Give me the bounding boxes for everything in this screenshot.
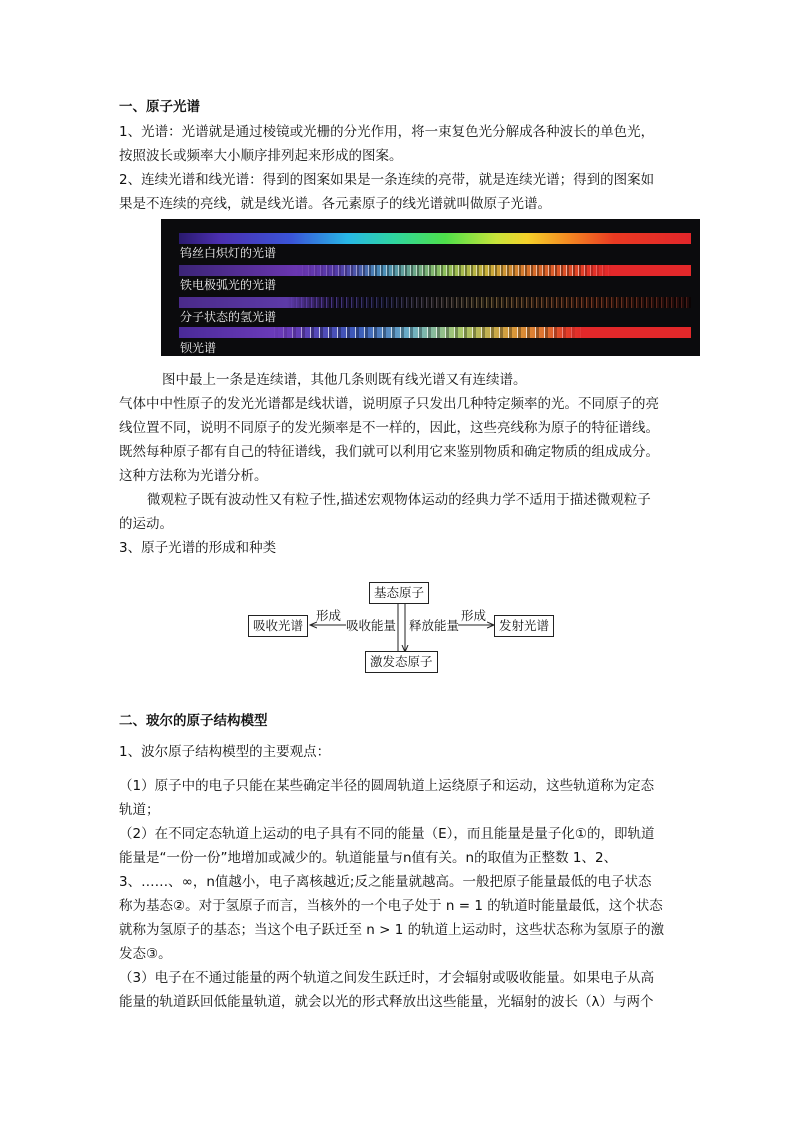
label-release-energy: 释放能量 — [409, 618, 460, 633]
bohr-point2-line6: 发态③。 — [119, 946, 172, 962]
paragraph-line-spectrum-1: 气体中中性原子的发光光谱都是线状谱，说明原子只发出几种特定频率的光。不同原子的亮 — [119, 396, 659, 412]
paragraph-spectrum-def-line1: 1、光谱：光谱就是通过棱镜或光栅的分光作用，将一束复色光分解成各种波长的单色光， — [119, 124, 655, 140]
paragraph-microparticle-1: 微观粒子既有波动性又有粒子性,描述宏观物体运动的经典力学不适用于描述微观粒子 — [147, 492, 651, 508]
box-emission-spectrum: 发射光谱 — [494, 615, 554, 637]
label-absorb-energy: 吸收能量 — [346, 618, 397, 633]
bohr-point2-line3: 3、……、∞，n值越小，电子离核越近;反之能量就越高。一般把原子能量最低的电子状态 — [119, 874, 652, 890]
bohr-point1-line1: （1）原子中的电子只能在某些确定半径的圆周轨道上运绕原子和运动，这些轨道称为定态 — [119, 778, 655, 794]
spectrum-label-incandescent: 钨丝白炽灯的光谱 — [180, 246, 277, 260]
bohr-point2-line1: （2）在不同定态轨道上运动的电子具有不同的能量（E），而且能量是量子化①的，即轨道 — [119, 826, 655, 842]
section1-heading: 一、原子光谱 — [119, 99, 200, 115]
spectrum-band-iron-arc — [179, 265, 691, 276]
paragraph-continuous-line1: 2、连续光谱和线光谱：得到的图案如果是一条连续的亮带，就是连续光谱；得到的图案如 — [119, 172, 655, 188]
paragraph-spectrum-def-line2: 按照波长或频率大小顺序排列起来形成的图案。 — [119, 148, 403, 164]
spectrum-label-barium: 钡光谱 — [180, 341, 217, 355]
spectrum-formation-diagram — [248, 580, 558, 672]
spectrum-band-incandescent — [179, 233, 691, 244]
bohr-point3-line2: 能量的轨道跃回低能量轨道，就会以光的形式释放出这些能量，光辐射的波长（λ）与两个 — [119, 994, 654, 1010]
paragraph-line-spectrum-3: 既然每种原子都有自己的特征谱线，我们就可以利用它来鉴别物质和确定物质的组成成分。 — [119, 444, 659, 460]
spectrum-label-iron-arc: 铁电极弧光的光谱 — [180, 278, 277, 292]
figure-caption: 图中最上一条是连续谱，其他几条则既有线光谱又有连续谱。 — [162, 372, 527, 388]
box-ground-state: 基态原子 — [369, 582, 429, 604]
section2-heading: 二、玻尔的原子结构模型 — [119, 713, 268, 729]
bohr-point2-line4: 称为基态②。对于氢原子而言，当核外的一个电子处于 n = 1 的轨道时能量最低，这个状态 — [119, 898, 663, 914]
spectrum-band-barium — [179, 327, 691, 338]
bohr-point1-line2: 轨道； — [119, 802, 160, 818]
label-form-right: 形成 — [461, 608, 487, 623]
bohr-point2-line2: 能量是“一份一份”地增加或减少的。轨道能量与n值有关。n的取值为正整数 1、2、 — [119, 850, 618, 866]
bohr-point3-line1: （3）电子在不通过能量的两个轨道之间发生跃迁时，才会辐射或吸收能量。如果电子从高 — [119, 970, 655, 986]
paragraph-line-spectrum-2: 线位置不同，说明不同原子的发光频率是不一样的，因此，这些亮线称为原子的特征谱线。 — [119, 420, 659, 436]
spectrum-figure — [161, 219, 700, 356]
paragraph-microparticle-2: 的运动。 — [119, 516, 173, 532]
box-excited-state: 激发态原子 — [365, 651, 438, 673]
bohr-point2-line5: 就称为氢原子的基态；当这个电子跃迁至 n > 1 的轨道上运动时，这些状态称为氢原子的激 — [119, 922, 665, 938]
box-absorption-spectrum: 吸收光谱 — [248, 615, 308, 637]
paragraph-continuous-line2: 果是不连续的亮线，就是线光谱。各元素原子的线光谱就叫做原子光谱。 — [119, 196, 551, 212]
paragraph-formation-heading: 3、原子光谱的形成和种类 — [119, 540, 277, 556]
bohr-intro: 1、波尔原子结构模型的主要观点： — [119, 744, 331, 760]
paragraph-line-spectrum-4: 这种方法称为光谱分析。 — [119, 468, 268, 484]
spectrum-band-hydrogen — [179, 297, 691, 308]
label-form-left: 形成 — [316, 608, 342, 623]
spectrum-label-hydrogen: 分子状态的氢光谱 — [180, 310, 277, 324]
